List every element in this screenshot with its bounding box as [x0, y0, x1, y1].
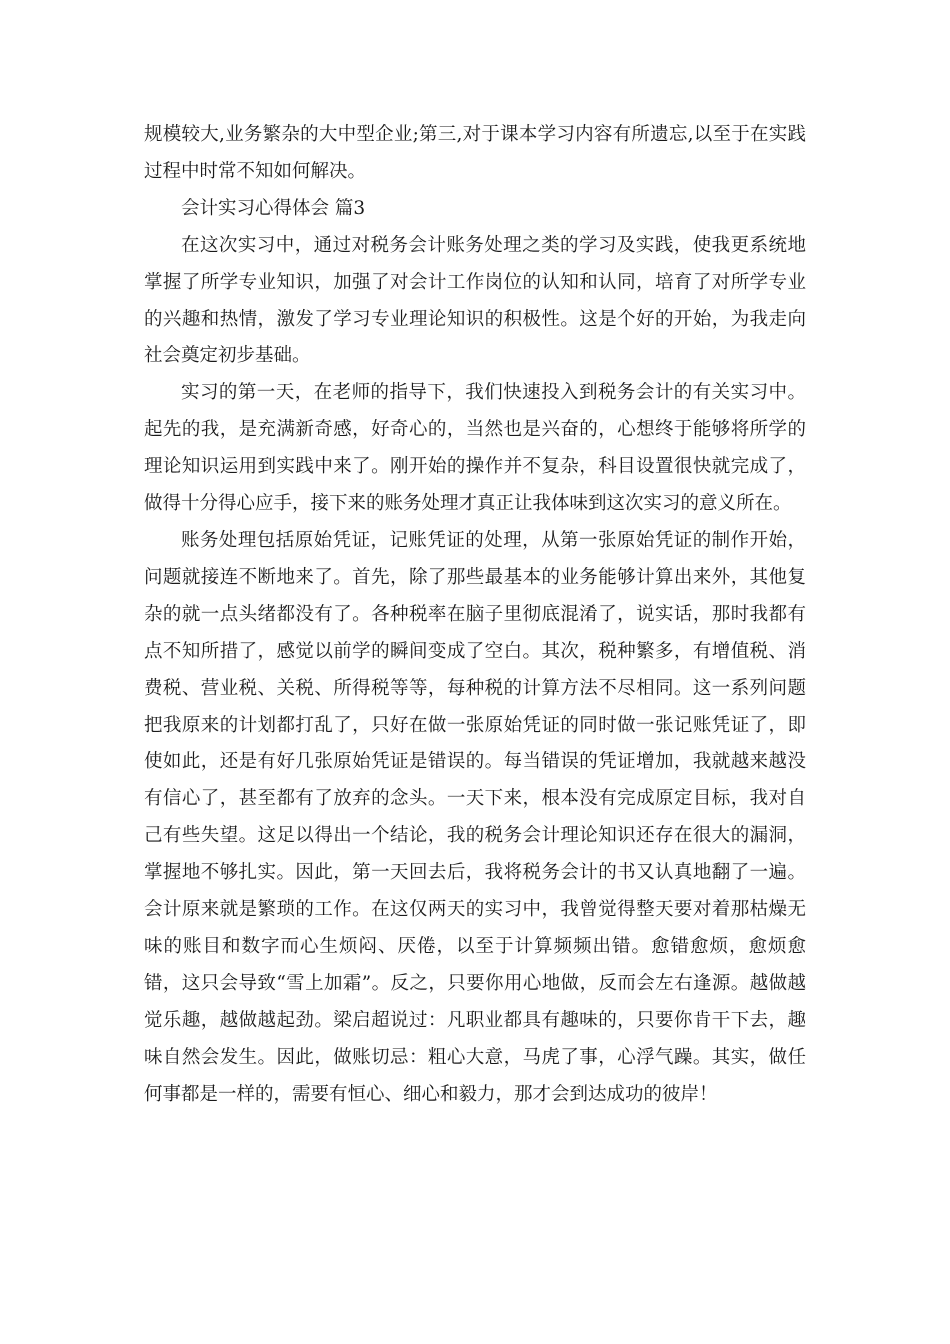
paragraph-3: 账务处理包括原始凭证，记账凭证的处理，从第一张原始凭证的制作开始，问题就接连不断地来了。首先，除了那些最基本的业务能够计算出来外，其他复杂的就一点头绪都没有了。各种税率在脑子里彻底混淆了，说实话，那时我都有点不知所措了，感觉以前学的瞬间变成了空白。其次，税种繁多，有增值税、消费税、营业税、关税、所得税等等，每种税的计算方法不尽相同。这一系列问题把我原来的计划都打乱了，只好在做一张原始凭证的同时做一张记账凭证了，即使如此，还是有好几张原始凭证是错误的。每当错误的凭证增加，我就越来越没有信心了，甚至都有了放弃的念头。一天下来，根本没有完成原定目标，我对自己有些失望。这足以得出一个结论，我的税务会计理论知识还存在很大的漏洞，掌握地不够扎实。因此，第一天回去后，我将税务会计的书又认真地翻了一遍。会计原来就是繁琐的工作。在这仅两天的实习中，我曾觉得整天要对着那枯燥无味的账目和数字而心生烦闷、厌倦，以至于计算频频出错。愈错愈烦，愈烦愈错，这只会导致“雪上加霜”。反之，只要你用心地做，反而会左右逢源。越做越觉乐趣，越做越起劲。梁启超说过：凡职业都具有趣味的，只要你肯干下去，趣味自然会发生。因此，做账切忌：粗心大意，马虎了事，心浮气躁。其实，做任何事都是一样的，需要有恒心、细心和毅力，那才会到达成功的彼岸！: [144, 529, 806, 1105]
paragraph-1: 在这次实习中，通过对税务会计账务处理之类的学习及实践，使我更系统地掌握了所学专业知识，加强了对会计工作岗位的认知和认同，培育了对所学专业的兴趣和热情，激发了学习专业理论知识的积极性。这是个好的开始，为我走向社会奠定初步基础。: [144, 234, 806, 367]
paragraph-2: 实习的第一天，在老师的指导下，我们快速投入到税务会计的有关实习中。起先的我，是充满新奇感，好奇心的，当然也是兴奋的，心想终于能够将所学的理论知识运用到实践中来了。刚开始的操作并不复杂，科目设置很快就完成了，做得十分得心应手，接下来的账务处理才真正让我体味到这次实习的意义所在。: [144, 382, 806, 515]
paragraph-continued: 规模较大,业务繁杂的大中型企业;第三,对于课本学习内容有所遗忘,以至于在实践过程中时常不知如何解决。: [144, 124, 806, 182]
document-page: [144, 117, 806, 1113]
section-heading: 会计实习心得体会 篇3: [181, 197, 366, 219]
